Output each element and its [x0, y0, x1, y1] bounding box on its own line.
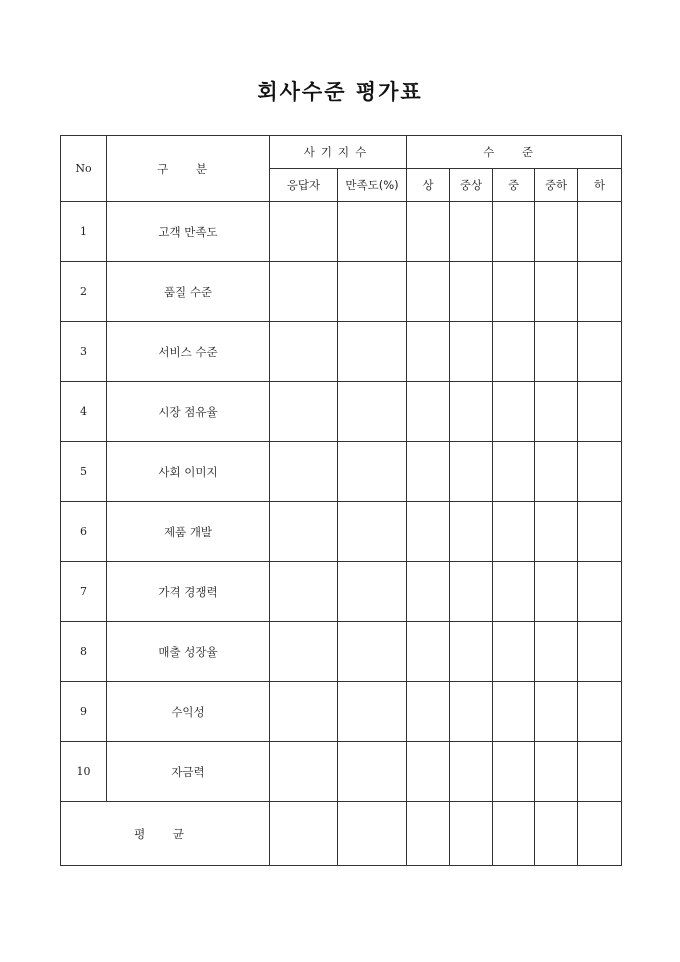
table-row — [61, 682, 622, 742]
level-mid-high-cell[interactable] — [450, 682, 493, 742]
table-body — [61, 202, 622, 802]
level-high-cell[interactable] — [407, 502, 450, 562]
average-level-high-cell[interactable] — [407, 802, 450, 866]
level-high-cell[interactable] — [407, 742, 450, 802]
respondents-cell[interactable] — [270, 382, 338, 442]
respondents-cell[interactable] — [270, 502, 338, 562]
respondents-cell[interactable] — [270, 442, 338, 502]
row-number: 1 — [61, 202, 107, 262]
respondents-cell[interactable] — [270, 682, 338, 742]
satisfaction-cell[interactable] — [338, 442, 407, 502]
evaluation-table — [60, 135, 622, 866]
level-low-cell[interactable] — [578, 502, 622, 562]
level-mid-high-cell[interactable] — [450, 322, 493, 382]
respondents-cell[interactable] — [270, 622, 338, 682]
level-mid-high-cell[interactable] — [450, 622, 493, 682]
level-group-header: 수 준 — [407, 136, 622, 169]
satisfaction-cell[interactable] — [338, 502, 407, 562]
row-number: 2 — [61, 262, 107, 322]
level-low-cell[interactable] — [578, 742, 622, 802]
respondents-header: 응답자 — [270, 169, 338, 202]
row-label: 품질 수준 — [107, 262, 270, 322]
level-mid-cell[interactable] — [493, 382, 535, 442]
row-label: 제품 개발 — [107, 502, 270, 562]
row-number: 7 — [61, 562, 107, 622]
level-mid-high-cell[interactable] — [450, 562, 493, 622]
level-mid-high-cell[interactable] — [450, 502, 493, 562]
level-mid-header: 중 — [493, 169, 535, 202]
row-label: 자금력 — [107, 742, 270, 802]
level-mid-high-cell[interactable] — [450, 262, 493, 322]
row-number: 9 — [61, 682, 107, 742]
row-number: 10 — [61, 742, 107, 802]
respondents-cell[interactable] — [270, 262, 338, 322]
level-mid-high-cell[interactable] — [450, 382, 493, 442]
level-mid-cell[interactable] — [493, 502, 535, 562]
level-low-cell[interactable] — [578, 322, 622, 382]
average-row — [61, 802, 622, 866]
level-mid-high-cell[interactable] — [450, 442, 493, 502]
average-level-low-cell[interactable] — [578, 802, 622, 866]
row-label: 사회 이미지 — [107, 442, 270, 502]
level-high-cell[interactable] — [407, 622, 450, 682]
level-mid-cell[interactable] — [493, 682, 535, 742]
average-level-mid-low-cell[interactable] — [535, 802, 578, 866]
row-number: 5 — [61, 442, 107, 502]
level-mid-low-cell[interactable] — [535, 202, 578, 262]
level-high-cell[interactable] — [407, 382, 450, 442]
satisfaction-cell[interactable] — [338, 382, 407, 442]
level-mid-low-cell[interactable] — [535, 382, 578, 442]
table-row — [61, 502, 622, 562]
respondents-cell[interactable] — [270, 742, 338, 802]
header-row-top — [61, 136, 622, 169]
level-high-cell[interactable] — [407, 322, 450, 382]
level-mid-low-cell[interactable] — [535, 262, 578, 322]
table-row — [61, 382, 622, 442]
row-label: 가격 경쟁력 — [107, 562, 270, 622]
row-number: 6 — [61, 502, 107, 562]
level-low-cell[interactable] — [578, 682, 622, 742]
category-header: 구 분 — [107, 136, 270, 202]
table-row — [61, 202, 622, 262]
level-high-header: 상 — [407, 169, 450, 202]
row-number: 4 — [61, 382, 107, 442]
level-mid-cell[interactable] — [493, 322, 535, 382]
row-label: 서비스 수준 — [107, 322, 270, 382]
level-mid-low-cell[interactable] — [535, 682, 578, 742]
level-low-cell[interactable] — [578, 382, 622, 442]
level-low-cell[interactable] — [578, 622, 622, 682]
no-header: No — [61, 136, 107, 202]
average-satisfaction-cell[interactable] — [338, 802, 407, 866]
row-label: 수익성 — [107, 682, 270, 742]
table-row — [61, 622, 622, 682]
table-row — [61, 442, 622, 502]
level-low-cell[interactable] — [578, 202, 622, 262]
level-mid-low-cell[interactable] — [535, 442, 578, 502]
level-mid-high-header: 중상 — [450, 169, 493, 202]
respondents-cell[interactable] — [270, 562, 338, 622]
row-number: 8 — [61, 622, 107, 682]
level-mid-cell[interactable] — [493, 742, 535, 802]
level-low-cell[interactable] — [578, 442, 622, 502]
level-mid-cell[interactable] — [493, 262, 535, 322]
level-mid-cell[interactable] — [493, 622, 535, 682]
level-low-header: 하 — [578, 169, 622, 202]
level-mid-cell[interactable] — [493, 562, 535, 622]
level-mid-cell[interactable] — [493, 442, 535, 502]
page-title: 회사수준 평가표 — [257, 79, 423, 104]
average-level-mid-high-cell[interactable] — [450, 802, 493, 866]
satisfaction-cell[interactable] — [338, 322, 407, 382]
level-mid-low-cell[interactable] — [535, 502, 578, 562]
level-mid-low-cell[interactable] — [535, 322, 578, 382]
average-level-mid-cell[interactable] — [493, 802, 535, 866]
satisfaction-cell[interactable] — [338, 202, 407, 262]
level-high-cell[interactable] — [407, 682, 450, 742]
level-mid-low-cell[interactable] — [535, 562, 578, 622]
level-mid-high-cell[interactable] — [450, 742, 493, 802]
row-number: 3 — [61, 322, 107, 382]
satisfaction-cell[interactable] — [338, 622, 407, 682]
respondents-cell[interactable] — [270, 202, 338, 262]
row-label: 시장 점유율 — [107, 382, 270, 442]
table-row — [61, 262, 622, 322]
satisfaction-cell[interactable] — [338, 742, 407, 802]
table-row — [61, 742, 622, 802]
level-mid-high-cell[interactable] — [450, 202, 493, 262]
table-row — [61, 322, 622, 382]
satisfaction-cell[interactable] — [338, 262, 407, 322]
level-mid-low-cell[interactable] — [535, 742, 578, 802]
row-label: 매출 성장율 — [107, 622, 270, 682]
average-label: 평 균 — [61, 802, 270, 866]
level-high-cell[interactable] — [407, 262, 450, 322]
level-mid-low-cell[interactable] — [535, 622, 578, 682]
satisfaction-cell[interactable] — [338, 562, 407, 622]
level-low-cell[interactable] — [578, 262, 622, 322]
level-mid-cell[interactable] — [493, 202, 535, 262]
level-high-cell[interactable] — [407, 562, 450, 622]
level-high-cell[interactable] — [407, 202, 450, 262]
satisfaction-header: 만족도(%) — [338, 169, 407, 202]
row-label: 고객 만족도 — [107, 202, 270, 262]
average-respondents-cell[interactable] — [270, 802, 338, 866]
level-high-cell[interactable] — [407, 442, 450, 502]
level-low-cell[interactable] — [578, 562, 622, 622]
respondents-cell[interactable] — [270, 322, 338, 382]
table-row — [61, 562, 622, 622]
level-mid-low-header: 중하 — [535, 169, 578, 202]
satisfaction-cell[interactable] — [338, 682, 407, 742]
survey-group-header: 사기지수 — [270, 136, 407, 169]
